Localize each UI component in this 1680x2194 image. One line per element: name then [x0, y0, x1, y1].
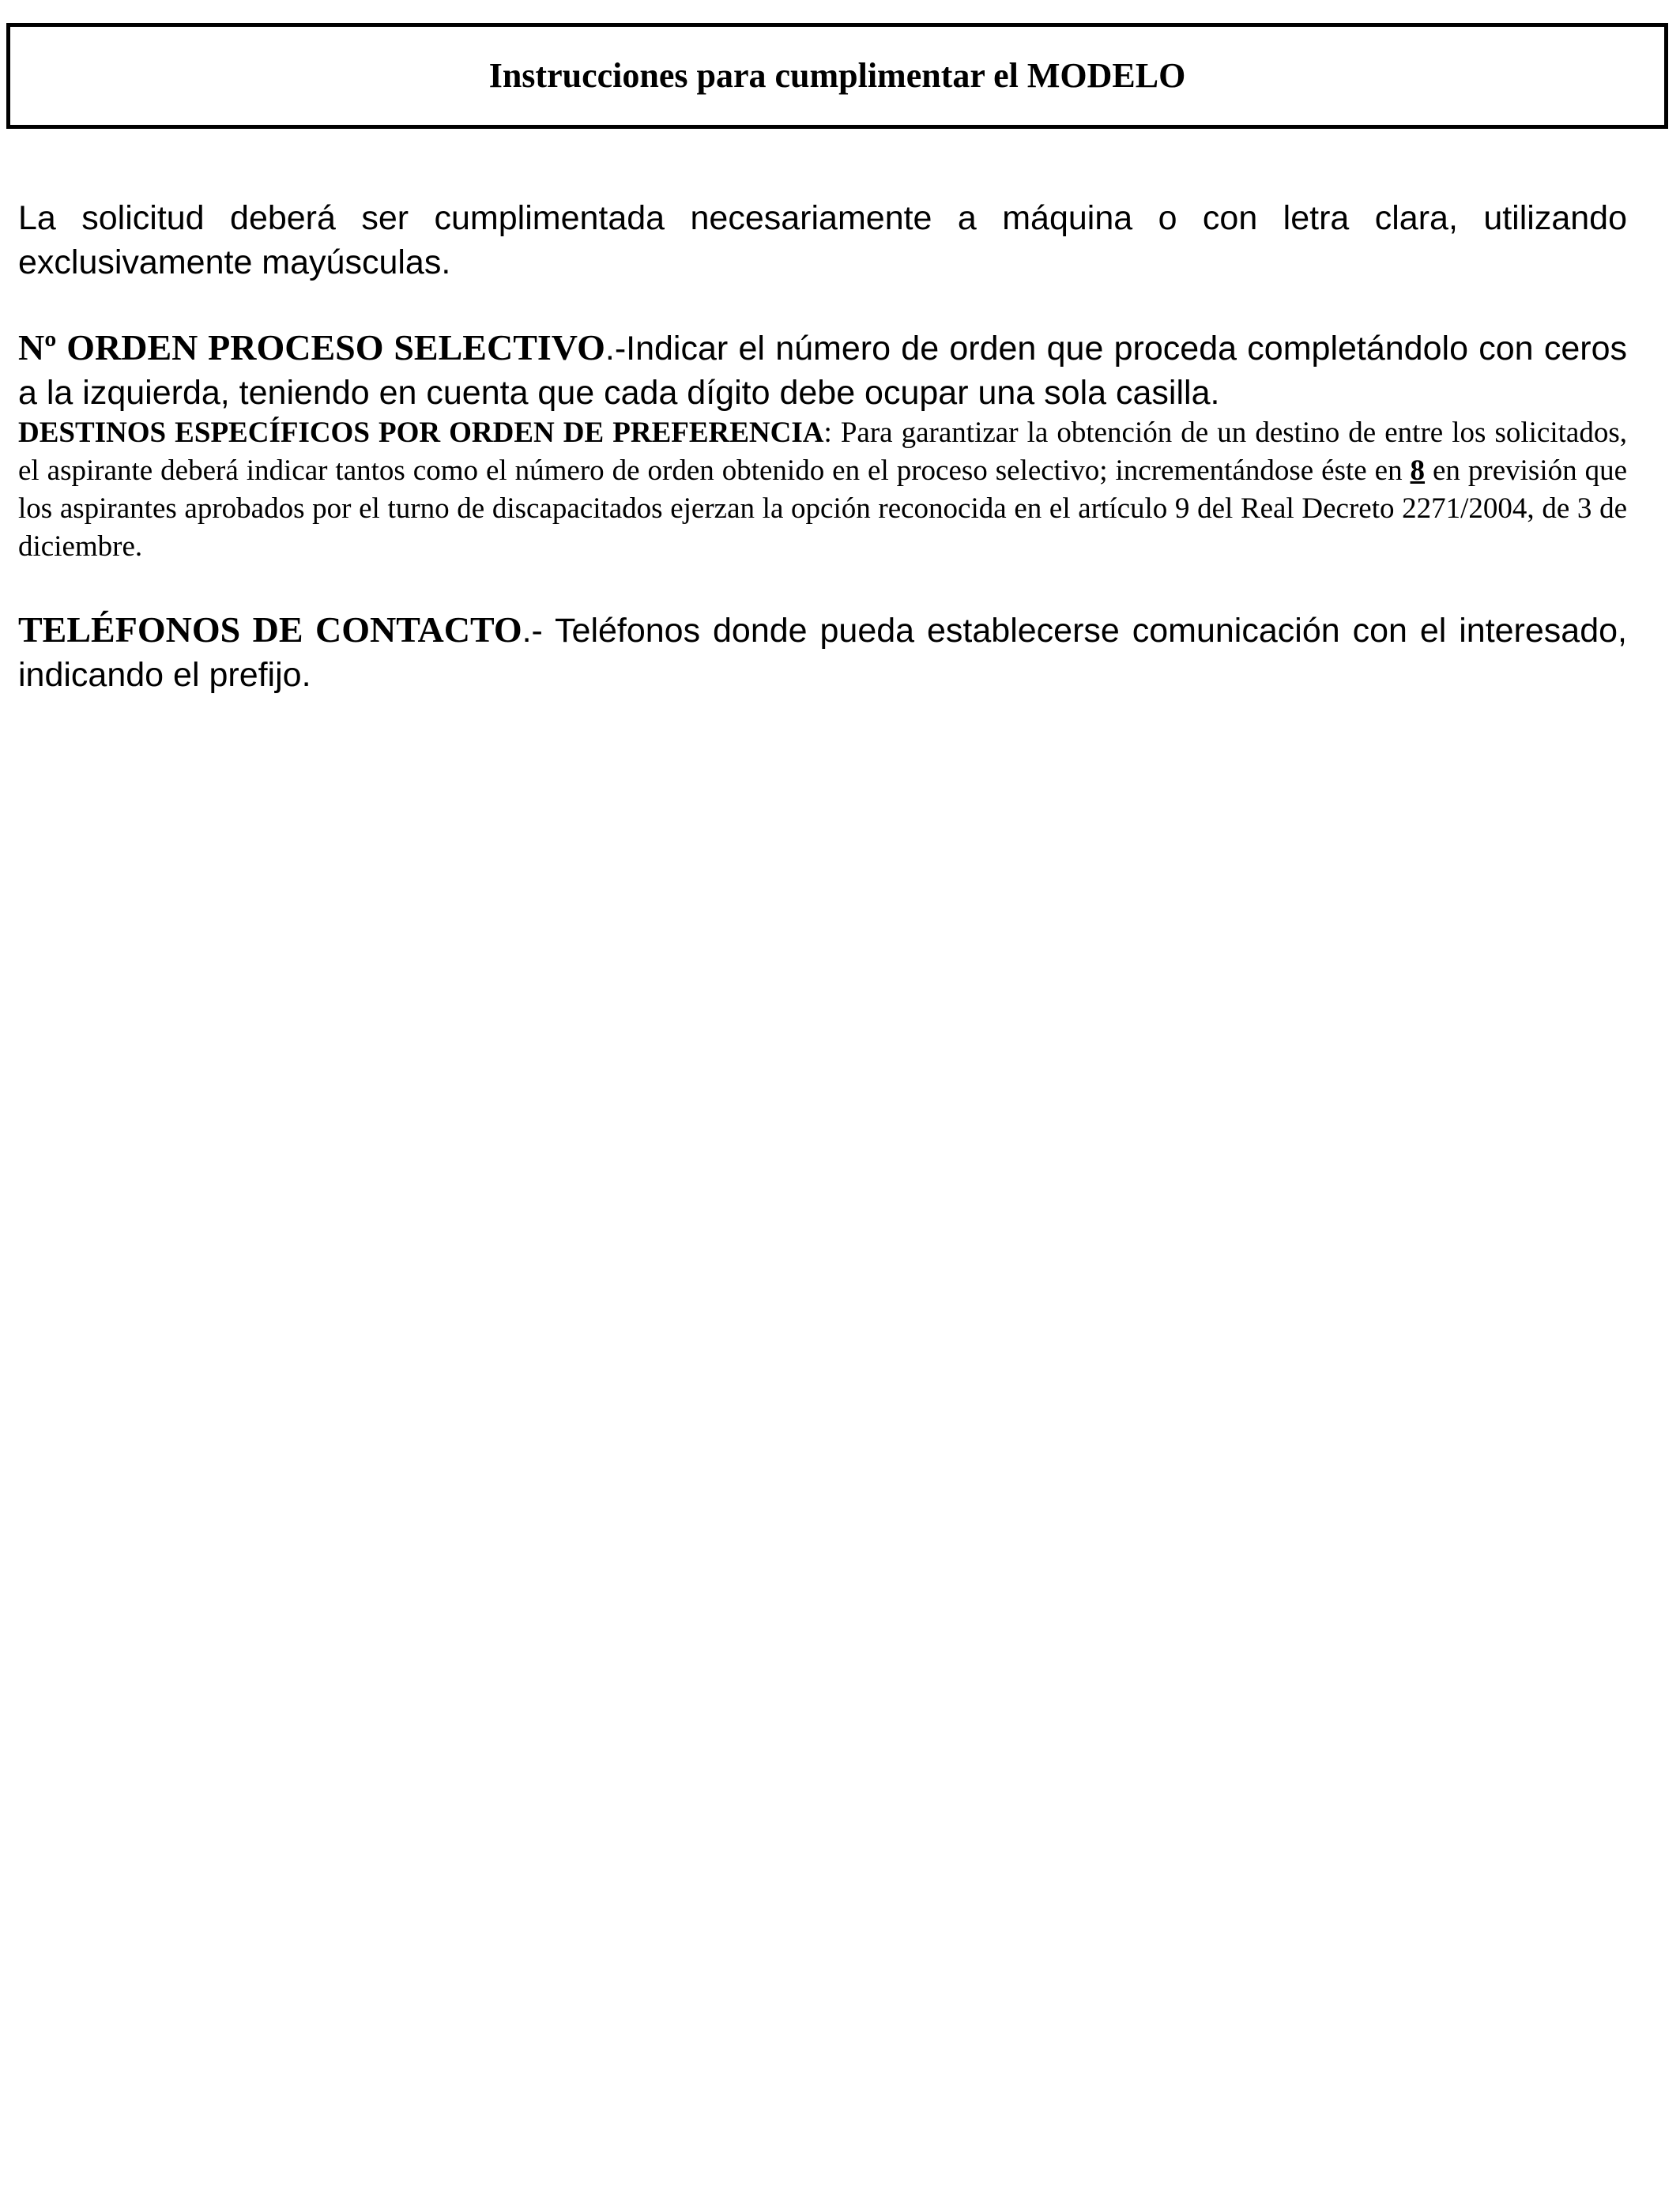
destinos-number: 8 — [1410, 454, 1426, 487]
document-title: Instrucciones para cumplimentar el MODELO — [488, 56, 1186, 95]
intro-paragraph: La solicitud deberá ser cumplimentada necesariamente a máquina o con letra clara, utilizando exclusivamente mayúsculas. — [18, 199, 1627, 281]
telefonos-paragraph — [18, 608, 1627, 697]
destinos-paragraph — [18, 414, 1627, 566]
telefonos-heading: TELÉFONOS DE CONTACTO — [18, 609, 522, 650]
title-box — [6, 23, 1668, 129]
destinos-text-before: : Para garantizar la obtención de un destino de entre los solicitados, el aspirante deberá indicar tantos como el número de orden obtenido en el proceso selectivo; incrementándose éste en — [18, 417, 1627, 487]
orden-heading: Nº ORDEN PROCESO SELECTIVO — [18, 327, 605, 368]
orden-paragraph — [18, 326, 1627, 415]
telefonos-text: .- Teléfonos donde pueda establecerse comunicación con el interesado, indicando el prefijo. — [18, 612, 1627, 694]
destinos-heading: DESTINOS ESPECÍFICOS POR ORDEN DE PREFERENCIA — [18, 417, 824, 449]
destinos-text-after: en previsión que los aspirantes aprobados por el turno de discapacitados ejerzan la opción reconocida en el artículo 9 del Real Decreto 2271/2004, de 3 de diciembre. — [18, 454, 1627, 563]
orden-text: .-Indicar el número de orden que proceda completándolo con ceros a la izquierda, teniendo en cuenta que cada dígito debe ocupar una sola casilla. — [18, 330, 1627, 412]
